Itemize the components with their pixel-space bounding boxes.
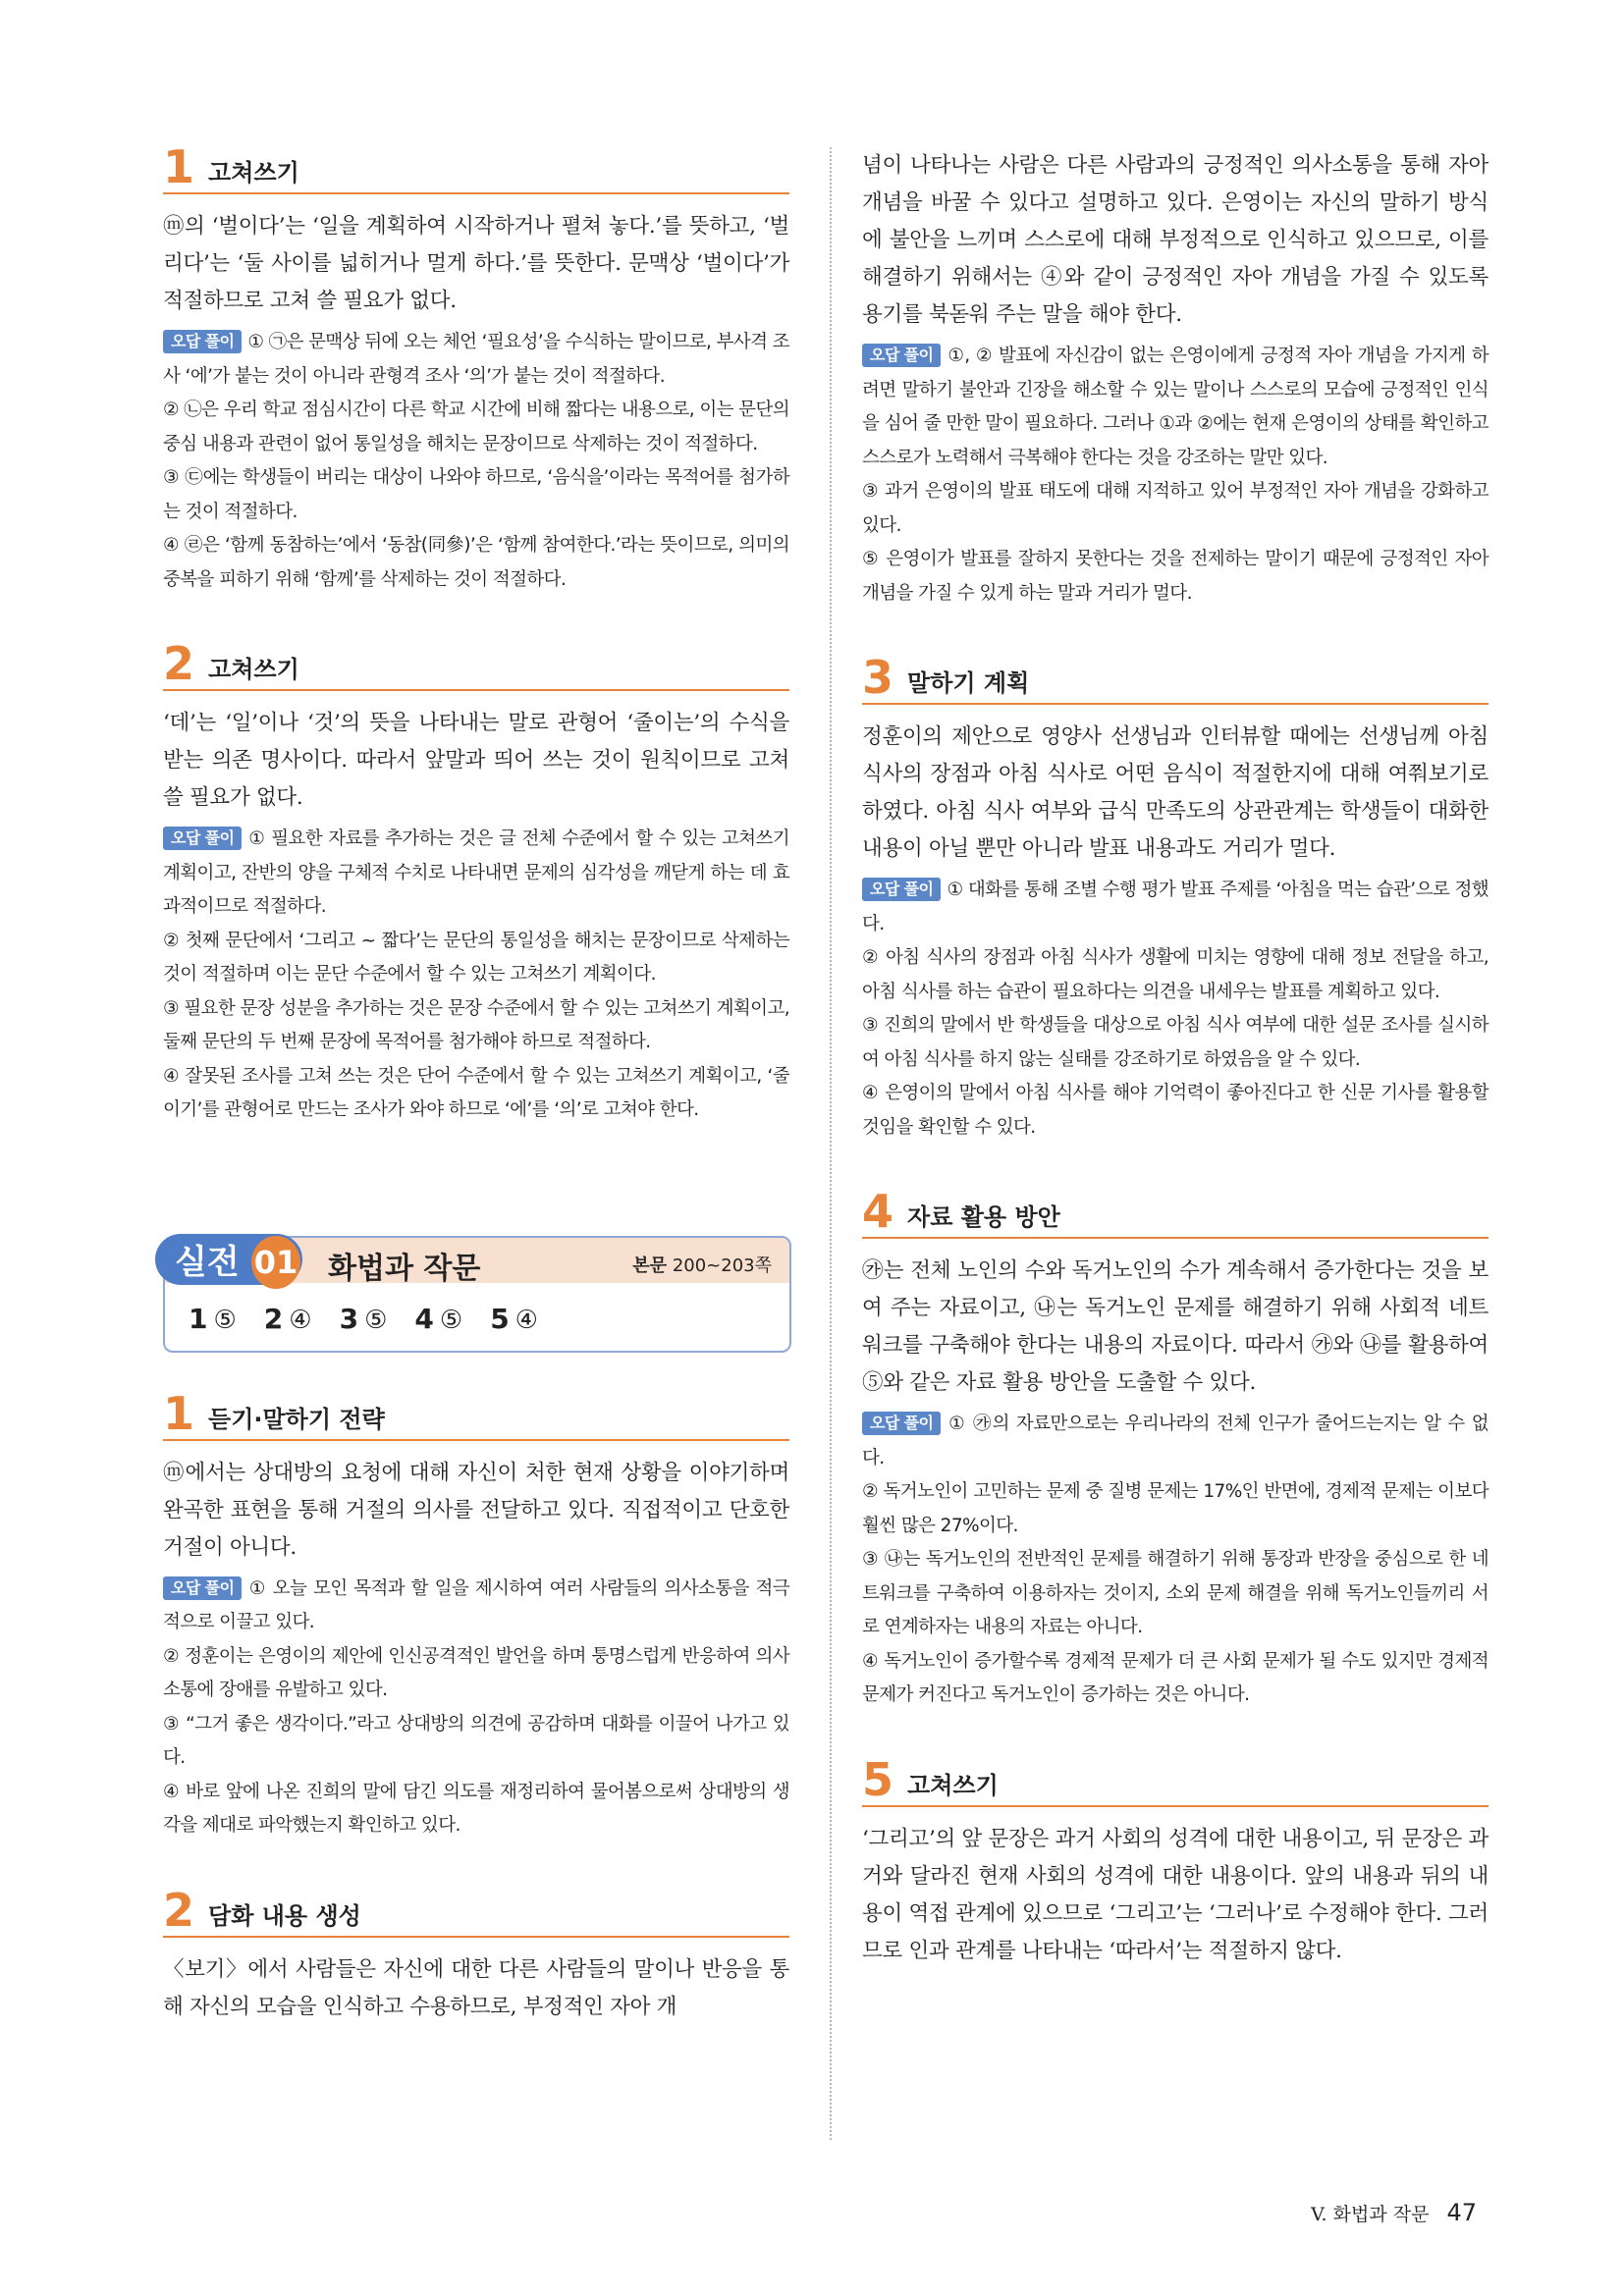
section-number: 2 <box>163 1883 195 1937</box>
answer-item: 5 ④ <box>490 1302 538 1335</box>
section-2-revision <box>163 637 789 1128</box>
explanation-text: ⓜ의 ‘벌이다’는 ‘일을 계획하여 시작하거나 펼쳐 놓다.’를 뜻하고, ‘벌리다’는 ‘둘 사이를 넓히거나 멀게 하다.’를 뜻한다. 문맥상 ‘벌이다’가 적절하므로 고쳐 쓸 필요가 없다. <box>163 214 789 313</box>
wrong-answer-note: 오답 풀이 ① 오늘 모인 목적과 할 일을 제시하여 여러 사람들의 의사소통을 적극적으로 이끌고 있다. <box>163 1577 789 1632</box>
practice-number-badge: 01 <box>251 1236 300 1289</box>
answer-item: 2 ④ <box>263 1302 312 1335</box>
section-1-revision <box>163 140 789 597</box>
section-number: 1 <box>163 1386 195 1440</box>
wrong-answer-badge: 오답 풀이 <box>163 1576 242 1600</box>
section-number: 3 <box>862 651 894 704</box>
answer-item: 4 ⑤ <box>414 1302 463 1335</box>
wrong-answer-note: ② 첫째 문단에서 ‘그리고 ~ 짧다’는 문단의 통일성을 해치는 문장이므로 삭제하는 것이 적절하며 이는 문단 수준에서 할 수 있는 고쳐쓰기 계획이다. <box>163 930 789 985</box>
section-title: 듣기·말하기 전략 <box>208 1405 385 1433</box>
wrong-answer-note: ② 정훈이는 은영이의 제안에 인신공격적인 발언을 하며 퉁명스럽게 반응하여 의사소통에 장애를 유발하고 있다. <box>163 1645 789 1700</box>
answer-key <box>189 1303 538 1335</box>
explanation-text: ⓜ에서는 상대방의 요청에 대해 자신이 처한 현재 상황을 이야기하며 완곡한 표현을 통해 거절의 의사를 전달하고 있다. 직접적이고 단호한 거절이 아니다. <box>163 1460 789 1560</box>
wrong-answer-note: 오답 풀이 ①, ② 발표에 자신감이 없는 은영이에게 긍정적 자아 개념을 가지게 하려면 말하기 불안과 긴장을 해소할 수 있는 말이나 스스로의 모습에 긍정적인 인식을 심어 줄 만한 말이 필요하다. 그러나 ①과 ②에는 현재 은영이의 상태를 확인하고 스스로가 노력해서 극복해야 한다는 것을 강조하는 말만 있다. <box>862 346 1489 468</box>
answer-item: 3 ⑤ <box>339 1302 388 1335</box>
chapter-label: V. 화법과 작문 <box>1311 2204 1430 2225</box>
left-column <box>163 140 789 2073</box>
wrong-answer-note: ③ ㉢에는 학생들이 버리는 대상이 나와야 하므로, ‘음식을’이라는 목적어를 첨가하는 것이 적절하다. <box>163 467 789 522</box>
wrong-answer-note: ③ 과거 은영이의 발표 태도에 대해 지적하고 있어 부정적인 자아 개념을 강화하고 있다. <box>862 481 1489 536</box>
section-header <box>163 637 789 691</box>
wrong-answer-note: ④ 바로 앞에 나온 진희의 말에 담긴 의도를 재정리하여 물어봄으로써 상대방의 생각을 제대로 파악했는지 확인하고 있다. <box>163 1781 789 1836</box>
wrong-answer-note: ② ㉡은 우리 학교 점심시간이 다른 학교 시간에 비해 짧다는 내용으로, 이는 문단의 중심 내용과 관련이 없어 통일성을 해치는 문장이므로 삭제하는 것이 적절하다. <box>163 400 789 454</box>
practice-title: 화법과 작문 <box>328 1251 481 1286</box>
section-number: 4 <box>862 1185 894 1238</box>
explanation-text: ㉮는 전체 노인의 수와 독거노인의 수가 계속해서 증가한다는 것을 보여 주는 자료이고, ㉯는 독거노인 문제를 해결하기 위해 사회적 네트워크를 구축해야 한다는 내용의 자료이다. 따라서 ㉮와 ㉯를 활용하여 ⑤와 같은 자료 활용 방안을 도출할 수 있다. <box>862 1258 1489 1395</box>
page-number: 47 <box>1446 2199 1477 2226</box>
section-revision-5 <box>862 1752 1489 1970</box>
wrong-answer-note: ② 아침 식사의 장점과 아침 식사가 생활에 미치는 영향에 대해 정보 전달을 하고, 아침 식사를 하는 습관이 필요하다는 의견을 내세우는 발표를 계획하고 있다. <box>862 947 1489 1002</box>
section-title: 고쳐쓰기 <box>208 656 299 683</box>
wrong-answer-note: ② 독거노인이 고민하는 문제 중 질병 문제는 17%인 반면에, 경제적 문제는 이보다 훨씬 많은 27%이다. <box>862 1481 1489 1536</box>
wrong-answer-badge: 오답 풀이 <box>862 878 941 901</box>
wrong-answer-note: 오답 풀이 ① 대화를 통해 조별 수행 평가 발표 주제를 ‘아침을 먹는 습관’으로 정했다. <box>862 880 1489 934</box>
explanation-text: 정훈이의 제안으로 영양사 선생님과 인터뷰할 때에는 선생님께 아침 식사의 장점과 아침 식사로 어떤 음식이 적절한지에 대해 여쭤보기로 하였다. 아침 식사 여부와 급식 만족도의 상관관계는 학생들이 대화한 내용이 아닐 뿐만 아니라 발표 내용과도 거리가 멀다. <box>862 724 1489 861</box>
section-title: 담화 내용 생성 <box>208 1901 361 1930</box>
wrong-answer-note: ③ 필요한 문장 성분을 추가하는 것은 문장 수준에서 할 수 있는 고쳐쓰기 계획이고, 둘째 문단의 두 번째 문장에 목적어를 첨가해야 하므로 적절하다. <box>163 997 789 1052</box>
practice-answer-box <box>163 1236 791 1353</box>
wrong-answer-badge: 오답 풀이 <box>163 827 242 850</box>
answer-item: 1 ⑤ <box>189 1302 237 1335</box>
wrong-answer-note: ④ 독거노인이 증가할수록 경제적 문제가 더 큰 사회 문제가 될 수도 있지만 경제적 문제가 커진다고 독거노인이 증가하는 것은 아니다. <box>862 1650 1489 1705</box>
explanation-text: ‘데’는 ‘일’이나 ‘것’의 뜻을 나타내는 말로 관형어 ‘줄이는’의 수식을 받는 의존 명사이다. 따라서 앞말과 띄어 쓰는 것이 원칙이므로 고쳐 쓸 필요가 없다. <box>163 711 789 810</box>
practice-label: 실전 <box>175 1243 240 1282</box>
section-discourse-content <box>163 1883 789 2026</box>
section-listening-speaking-strategy <box>163 1386 789 1843</box>
explanation-text: ‘그리고’의 앞 문장은 과거 사회의 성격에 대한 내용이고, 뒤 문장은 과거와 달라진 현재 사회의 성격에 대한 내용이다. 앞의 내용과 뒤의 내용이 역접 관계에 있으므로 ‘그리고’는 ‘그러나’로 수정해야 한다. 그러므로 인과 관계를 나타내는 ‘따라서’는 적절하지 않다. <box>862 1826 1489 1963</box>
wrong-answer-note: ③ ㉯는 독거노인의 전반적인 문제를 해결하기 위해 통장과 반장을 중심으로 한 네트워크를 구축하여 이용하자는 것이지, 소외 문제 해결을 위해 독거노인들끼리 서로 연계하자는 내용의 자료는 아니다. <box>862 1549 1489 1637</box>
wrong-answer-badge: 오답 풀이 <box>163 330 242 353</box>
wrong-answer-note: ④ 은영이의 말에서 아침 식사를 해야 기억력이 좋아진다고 한 신문 기사를 활용할 것임을 확인할 수 있다. <box>862 1083 1489 1138</box>
right-column <box>862 147 1489 2017</box>
explanation-text: 〈보기〉에서 사람들은 자신에 대한 다른 사람들의 말이나 반응을 통해 자신의 모습을 인식하고 수용하므로, 부정적인 자아 개 <box>163 1956 789 2019</box>
section-number: 5 <box>862 1752 894 1806</box>
section-continued <box>862 147 1489 611</box>
column-divider <box>830 147 832 2140</box>
wrong-answer-badge: 오답 풀이 <box>862 1412 941 1435</box>
section-data-usage <box>862 1185 1489 1713</box>
page-footer <box>1311 2199 1477 2226</box>
section-header <box>163 140 789 194</box>
wrong-answer-note: ③ “그거 좋은 생각이다.”라고 상대방의 의견에 공감하며 대화를 이끌어 나가고 있다. <box>163 1713 789 1768</box>
section-title: 고쳐쓰기 <box>907 1771 999 1799</box>
section-number: 1 <box>163 140 195 193</box>
section-title: 고쳐쓰기 <box>208 159 299 187</box>
wrong-answer-note: 오답 풀이 ① ㉠은 문맥상 뒤에 오는 체언 ‘필요성’을 수식하는 말이므로, 부사격 조사 ‘에’가 붙는 것이 아니라 관형격 조사 ‘의’가 붙는 것이 적절하다. <box>163 332 789 387</box>
section-header <box>163 1386 789 1441</box>
wrong-answer-note: ⑤ 은영이가 발표를 잘하지 못한다는 것을 전제하는 말이기 때문에 긍정적인 자아 개념을 가질 수 있게 하는 말과 거리가 멀다. <box>862 549 1489 604</box>
wrong-answer-note: 오답 풀이 ① 필요한 자료를 추가하는 것은 글 전체 수준에서 할 수 있는 고쳐쓰기 계획이고, 잔반의 양을 구체적 수치로 나타내면 문제의 심각성을 깨닫게 하는 데 효과적이므로 적절하다. <box>163 828 789 917</box>
section-header <box>862 1185 1489 1239</box>
wrong-answer-badge: 오답 풀이 <box>862 344 941 367</box>
page-reference: 본문 200~203쪽 <box>632 1255 772 1276</box>
wrong-answer-note: ④ 잘못된 조사를 고쳐 쓰는 것은 단어 수준에서 할 수 있는 고쳐쓰기 계획이고, ‘줄이기’를 관형어로 만드는 조사가 와야 하므로 ‘에’를 ‘의’로 고쳐야 한다. <box>163 1065 789 1120</box>
section-title: 말하기 계획 <box>907 669 1030 697</box>
section-speaking-plan <box>862 651 1489 1145</box>
wrong-answer-note: ④ ㉣은 ‘함께 동참하는’에서 ‘동참(同參)’은 ‘함께 참여한다.’라는 뜻이므로, 의미의 중복을 피하기 위해 ‘함께’를 삭제하는 것이 적절하다. <box>163 535 789 590</box>
wrong-answer-note: 오답 풀이 ① ㉮의 자료만으로는 우리나라의 전체 인구가 줄어드는지는 알 수 없다. <box>862 1414 1489 1468</box>
section-header <box>163 1883 789 1938</box>
wrong-answer-note: ③ 진희의 말에서 반 학생들을 대상으로 아침 식사 여부에 대한 설문 조사를 실시하여 아침 식사를 하지 않는 실태를 강조하기로 하였음을 알 수 있다. <box>862 1015 1489 1070</box>
section-header <box>862 651 1489 705</box>
section-title: 자료 활용 방안 <box>907 1203 1060 1231</box>
explanation-text: 념이 나타나는 사람은 다른 사람과의 긍정적인 의사소통을 통해 자아 개념을 바꿀 수 있다고 설명하고 있다. 은영이는 자신의 말하기 방식에 불안을 느끼며 스스로에 대해 부정적으로 인식하고 있으므로, 이를 해결하기 위해서는 ④와 같이 긍정적인 자아 개념을 가질 수 있도록 용기를 북돋워 주는 말을 해야 한다. <box>862 153 1489 327</box>
section-number: 2 <box>163 637 195 690</box>
section-header <box>862 1752 1489 1807</box>
